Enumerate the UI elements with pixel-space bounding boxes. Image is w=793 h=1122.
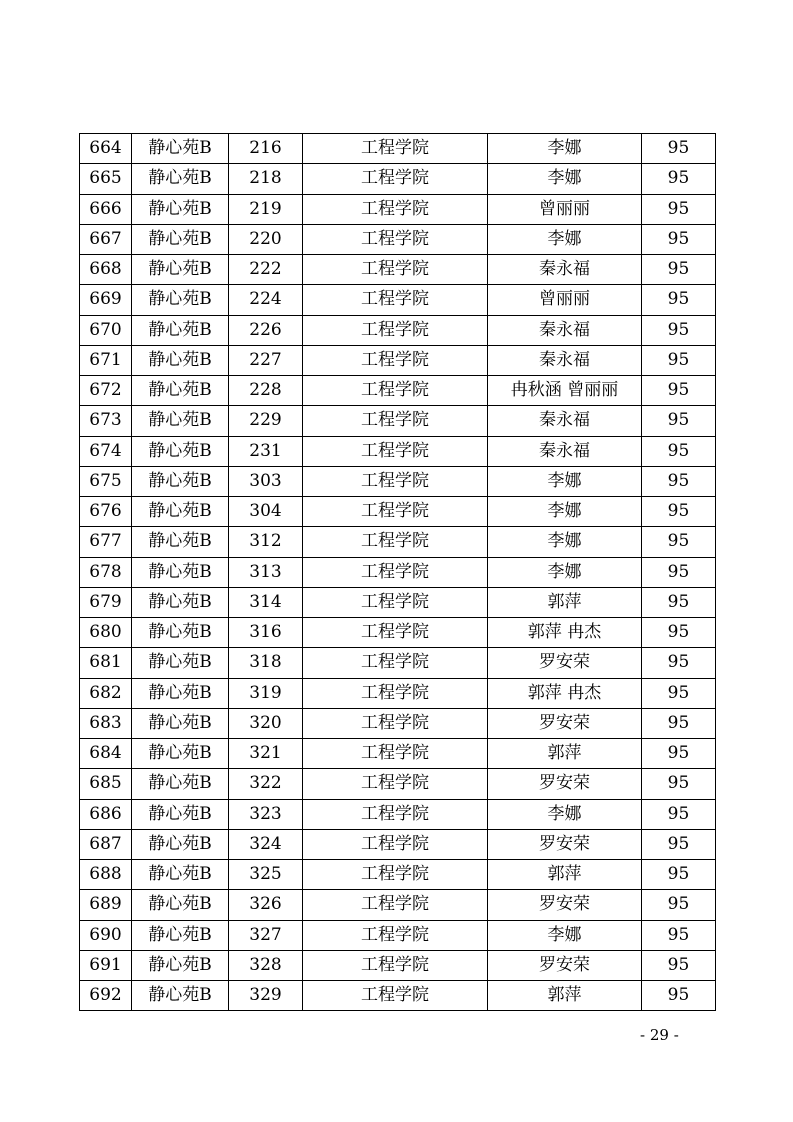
building-cell: 静心苑B [132,678,229,708]
building-cell: 静心苑B [132,769,229,799]
building-cell: 静心苑B [132,708,229,738]
score-cell: 95 [642,497,716,527]
room-cell: 224 [229,285,303,315]
table-row [80,436,716,466]
score-cell: 95 [642,134,716,164]
building-cell: 静心苑B [132,255,229,285]
counselor-cell: 秦永福 [488,255,642,285]
row-number-cell: 669 [80,285,132,315]
table-row [80,557,716,587]
room-cell: 313 [229,557,303,587]
college-cell: 工程学院 [303,739,488,769]
row-number-cell: 679 [80,587,132,617]
room-cell: 231 [229,436,303,466]
college-cell: 工程学院 [303,255,488,285]
counselor-cell: 李娜 [488,164,642,194]
row-number-cell: 664 [80,134,132,164]
counselor-cell: 曾丽丽 [488,285,642,315]
room-cell: 216 [229,134,303,164]
college-cell: 工程学院 [303,950,488,980]
college-cell: 工程学院 [303,648,488,678]
college-cell: 工程学院 [303,164,488,194]
counselor-cell: 冉秋涵 曾丽丽 [488,376,642,406]
counselor-cell: 李娜 [488,224,642,254]
counselor-cell: 秦永福 [488,315,642,345]
room-cell: 228 [229,376,303,406]
score-cell: 95 [642,829,716,859]
college-cell: 工程学院 [303,497,488,527]
counselor-cell: 李娜 [488,466,642,496]
score-cell: 95 [642,345,716,375]
building-cell: 静心苑B [132,557,229,587]
building-cell: 静心苑B [132,497,229,527]
building-cell: 静心苑B [132,920,229,950]
table-row [80,860,716,890]
row-number-cell: 667 [80,224,132,254]
college-cell: 工程学院 [303,799,488,829]
college-cell: 工程学院 [303,527,488,557]
college-cell: 工程学院 [303,981,488,1011]
counselor-cell: 李娜 [488,497,642,527]
building-cell: 静心苑B [132,436,229,466]
table-row [80,587,716,617]
counselor-cell: 李娜 [488,527,642,557]
room-cell: 320 [229,708,303,738]
room-cell: 322 [229,769,303,799]
row-number-cell: 690 [80,920,132,950]
building-cell: 静心苑B [132,406,229,436]
table-row [80,134,716,164]
room-cell: 327 [229,920,303,950]
college-cell: 工程学院 [303,587,488,617]
table-row [80,224,716,254]
score-cell: 95 [642,527,716,557]
table-row [80,285,716,315]
building-cell: 静心苑B [132,860,229,890]
counselor-cell: 罗安荣 [488,829,642,859]
score-cell: 95 [642,618,716,648]
counselor-cell: 秦永福 [488,436,642,466]
room-cell: 323 [229,799,303,829]
row-number-cell: 683 [80,708,132,738]
building-cell: 静心苑B [132,829,229,859]
college-cell: 工程学院 [303,134,488,164]
college-cell: 工程学院 [303,557,488,587]
room-cell: 314 [229,587,303,617]
room-cell: 304 [229,497,303,527]
score-cell: 95 [642,860,716,890]
table-row [80,255,716,285]
college-cell: 工程学院 [303,829,488,859]
table-row [80,164,716,194]
room-cell: 303 [229,466,303,496]
row-number-cell: 682 [80,678,132,708]
row-number-cell: 668 [80,255,132,285]
counselor-cell: 罗安荣 [488,769,642,799]
table-row [80,618,716,648]
college-cell: 工程学院 [303,436,488,466]
college-cell: 工程学院 [303,618,488,648]
table-row [80,739,716,769]
room-cell: 319 [229,678,303,708]
row-number-cell: 678 [80,557,132,587]
counselor-cell: 秦永福 [488,345,642,375]
row-number-cell: 692 [80,981,132,1011]
row-number-cell: 680 [80,618,132,648]
building-cell: 静心苑B [132,648,229,678]
counselor-cell: 罗安荣 [488,708,642,738]
score-cell: 95 [642,406,716,436]
row-number-cell: 666 [80,194,132,224]
building-cell: 静心苑B [132,315,229,345]
row-number-cell: 675 [80,466,132,496]
college-cell: 工程学院 [303,285,488,315]
college-cell: 工程学院 [303,708,488,738]
counselor-cell: 罗安荣 [488,890,642,920]
score-cell: 95 [642,255,716,285]
table-row [80,981,716,1011]
room-cell: 222 [229,255,303,285]
room-cell: 318 [229,648,303,678]
score-cell: 95 [642,376,716,406]
college-cell: 工程学院 [303,890,488,920]
counselor-cell: 郭萍 冉杰 [488,618,642,648]
table-row [80,527,716,557]
college-cell: 工程学院 [303,345,488,375]
college-cell: 工程学院 [303,860,488,890]
table-row [80,648,716,678]
room-cell: 226 [229,315,303,345]
score-cell: 95 [642,890,716,920]
table-row [80,799,716,829]
room-cell: 218 [229,164,303,194]
score-cell: 95 [642,648,716,678]
row-number-cell: 684 [80,739,132,769]
building-cell: 静心苑B [132,890,229,920]
college-cell: 工程学院 [303,678,488,708]
college-cell: 工程学院 [303,769,488,799]
row-number-cell: 681 [80,648,132,678]
table-row [80,708,716,738]
score-cell: 95 [642,799,716,829]
counselor-cell: 郭萍 [488,860,642,890]
row-number-cell: 687 [80,829,132,859]
building-cell: 静心苑B [132,587,229,617]
row-number-cell: 677 [80,527,132,557]
table-row [80,950,716,980]
score-cell: 95 [642,678,716,708]
building-cell: 静心苑B [132,466,229,496]
dormitory-score-table [79,133,716,1011]
counselor-cell: 秦永福 [488,406,642,436]
counselor-cell: 郭萍 [488,981,642,1011]
table-row [80,376,716,406]
building-cell: 静心苑B [132,950,229,980]
room-cell: 325 [229,860,303,890]
row-number-cell: 673 [80,406,132,436]
table-row [80,315,716,345]
building-cell: 静心苑B [132,194,229,224]
college-cell: 工程学院 [303,406,488,436]
room-cell: 220 [229,224,303,254]
row-number-cell: 688 [80,860,132,890]
table-row [80,829,716,859]
table-body [80,134,716,1011]
table-row [80,466,716,496]
table-row [80,497,716,527]
building-cell: 静心苑B [132,345,229,375]
row-number-cell: 686 [80,799,132,829]
building-cell: 静心苑B [132,134,229,164]
score-cell: 95 [642,315,716,345]
score-cell: 95 [642,769,716,799]
row-number-cell: 670 [80,315,132,345]
building-cell: 静心苑B [132,981,229,1011]
score-cell: 95 [642,224,716,254]
room-cell: 321 [229,739,303,769]
counselor-cell: 李娜 [488,920,642,950]
college-cell: 工程学院 [303,466,488,496]
college-cell: 工程学院 [303,920,488,950]
score-cell: 95 [642,950,716,980]
table-row [80,769,716,799]
counselor-cell: 李娜 [488,134,642,164]
college-cell: 工程学院 [303,315,488,345]
score-cell: 95 [642,920,716,950]
row-number-cell: 672 [80,376,132,406]
building-cell: 静心苑B [132,376,229,406]
score-cell: 95 [642,981,716,1011]
building-cell: 静心苑B [132,224,229,254]
counselor-cell: 曾丽丽 [488,194,642,224]
row-number-cell: 674 [80,436,132,466]
room-cell: 312 [229,527,303,557]
table-row [80,920,716,950]
room-cell: 227 [229,345,303,375]
score-cell: 95 [642,466,716,496]
room-cell: 328 [229,950,303,980]
score-cell: 95 [642,557,716,587]
table-row [80,890,716,920]
building-cell: 静心苑B [132,285,229,315]
row-number-cell: 691 [80,950,132,980]
counselor-cell: 李娜 [488,799,642,829]
building-cell: 静心苑B [132,164,229,194]
room-cell: 219 [229,194,303,224]
building-cell: 静心苑B [132,799,229,829]
score-cell: 95 [642,587,716,617]
room-cell: 326 [229,890,303,920]
row-number-cell: 671 [80,345,132,375]
row-number-cell: 665 [80,164,132,194]
counselor-cell: 郭萍 [488,739,642,769]
score-cell: 95 [642,739,716,769]
row-number-cell: 689 [80,890,132,920]
score-cell: 95 [642,164,716,194]
score-cell: 95 [642,285,716,315]
counselor-cell: 李娜 [488,557,642,587]
college-cell: 工程学院 [303,376,488,406]
counselor-cell: 郭萍 冉杰 [488,678,642,708]
table-row [80,406,716,436]
table-row [80,678,716,708]
room-cell: 229 [229,406,303,436]
room-cell: 329 [229,981,303,1011]
score-cell: 95 [642,436,716,466]
row-number-cell: 676 [80,497,132,527]
table-row [80,345,716,375]
page-number: - 29 - [640,1026,679,1044]
building-cell: 静心苑B [132,739,229,769]
room-cell: 324 [229,829,303,859]
building-cell: 静心苑B [132,618,229,648]
building-cell: 静心苑B [132,527,229,557]
counselor-cell: 罗安荣 [488,950,642,980]
counselor-cell: 郭萍 [488,587,642,617]
room-cell: 316 [229,618,303,648]
table-row [80,194,716,224]
score-cell: 95 [642,194,716,224]
college-cell: 工程学院 [303,224,488,254]
counselor-cell: 罗安荣 [488,648,642,678]
row-number-cell: 685 [80,769,132,799]
score-cell: 95 [642,708,716,738]
college-cell: 工程学院 [303,194,488,224]
